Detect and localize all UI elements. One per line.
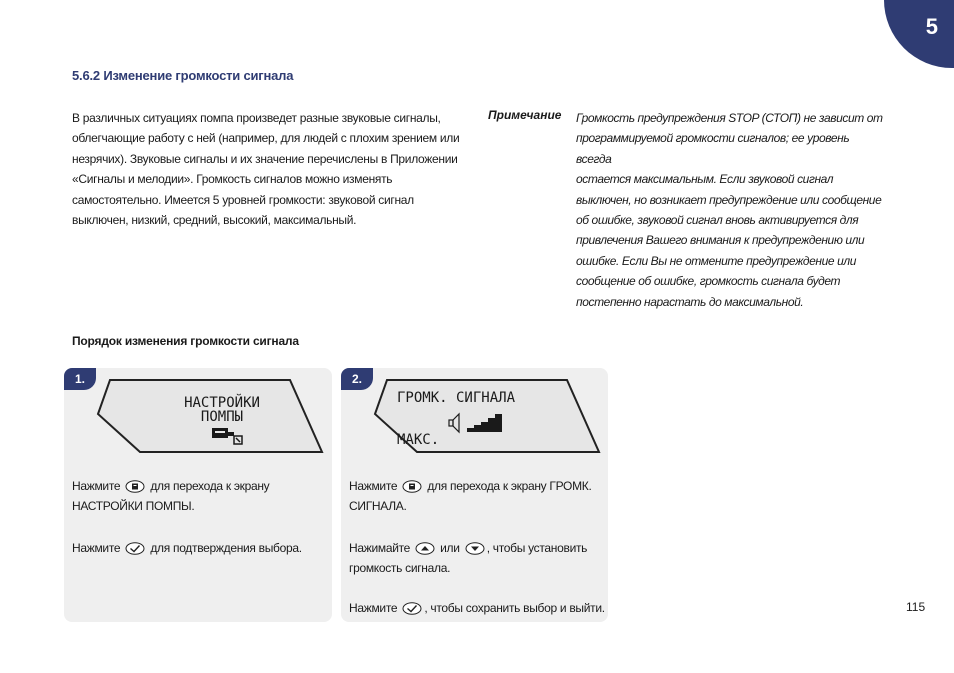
instr-text: Нажмите xyxy=(349,601,398,615)
instr-text: Нажимайте xyxy=(349,541,411,555)
step-2-instruction-c xyxy=(349,598,611,618)
instr-text: СИГНАЛА. xyxy=(349,499,407,514)
instr-text: , чтобы сохранить выбор и выйти. xyxy=(424,601,605,615)
instr-text: для перехода к экрану ГРОМК. xyxy=(427,479,592,493)
ok-button-icon xyxy=(402,602,422,615)
section-title: 5.6.2 Изменение громкости сигнала xyxy=(72,68,294,83)
pump-screen-settings xyxy=(94,378,330,454)
instr-text: , чтобы установить xyxy=(486,541,588,555)
note-line: привлечения Вашего внимания к предупреждению или xyxy=(576,233,865,248)
step-2-instruction-b xyxy=(349,538,604,579)
screen-volume-level: МАКС. xyxy=(397,432,440,448)
note-line: программируемой громкости сигналов; ее уровень всегда xyxy=(576,131,850,166)
note-line: об ошибке, звуковой сигнал вновь активируется для xyxy=(576,213,859,228)
procedure-title: Порядок изменения громкости сигнала xyxy=(72,334,299,348)
note-line: ошибке. Если Вы не отмените предупреждение или xyxy=(576,253,857,268)
note-label: Примечание xyxy=(488,108,562,122)
instr-text: Нажмите xyxy=(349,479,398,493)
note-line: сообщение об ошибке, громкость сигнала будет xyxy=(576,274,841,289)
pump-screen-volume xyxy=(371,378,607,454)
chapter-tab xyxy=(884,0,954,68)
step-badge: 2. xyxy=(341,368,373,390)
page-number: 115 xyxy=(906,600,926,614)
note-line: постепенно нарастать до максимальной. xyxy=(576,294,804,309)
note-text xyxy=(576,108,886,312)
intro-line: самостоятельно. Имеется 5 уровней громкости: звуковой сигнал xyxy=(72,192,414,207)
note-line: выключен, но возникает предупреждение или сообщение xyxy=(576,192,882,207)
intro-line: незрячих). Звуковые сигналы и их значение перечислены в Приложении xyxy=(72,151,458,166)
chapter-number: 5 xyxy=(925,14,938,39)
intro-paragraph xyxy=(72,108,472,230)
step-1-instruction-b xyxy=(72,538,327,558)
down-button-icon xyxy=(465,542,485,555)
step-2-instruction-a xyxy=(349,476,604,517)
intro-line: «Сигналы и мелодии». Громкость сигналов можно изменять xyxy=(72,172,393,187)
instr-text: громкость сигнала. xyxy=(349,561,451,576)
instr-text: для перехода к экрану xyxy=(150,479,270,493)
note-line: Громкость предупреждения STOP (СТОП) не зависит от xyxy=(576,111,883,125)
instr-text: НАСТРОЙКИ ПОМПЫ. xyxy=(72,499,195,514)
screen-title: ГРОМК. СИГНАЛА xyxy=(397,390,516,406)
screen-line-1: НАСТРОЙКИ xyxy=(184,395,260,411)
step-2-card xyxy=(341,368,608,622)
intro-line: выключен, низкий, средний, высокий, максимальный. xyxy=(72,213,357,228)
step-badge: 1. xyxy=(64,368,96,390)
intro-line: В различных ситуациях помпа произведет разные звуковые сигналы, xyxy=(72,111,441,125)
instr-text: для подтверждения выбора. xyxy=(150,541,302,555)
instr-text: Нажмите xyxy=(72,541,121,555)
instr-text: или xyxy=(440,541,460,555)
instr-text: Нажмите xyxy=(72,479,121,493)
note-line: остается максимальным. Если звуковой сигнал xyxy=(576,172,834,187)
step-1-card xyxy=(64,368,332,622)
intro-line: облегчающие работу с ней (например, для людей с плохим зрением или xyxy=(72,131,460,146)
up-button-icon xyxy=(415,542,435,555)
step-1-instruction-a xyxy=(72,476,327,517)
menu-button-icon xyxy=(125,480,145,493)
screen-line-2: ПОМПЫ xyxy=(200,409,244,425)
ok-button-icon xyxy=(125,542,145,555)
menu-button-icon xyxy=(402,480,422,493)
